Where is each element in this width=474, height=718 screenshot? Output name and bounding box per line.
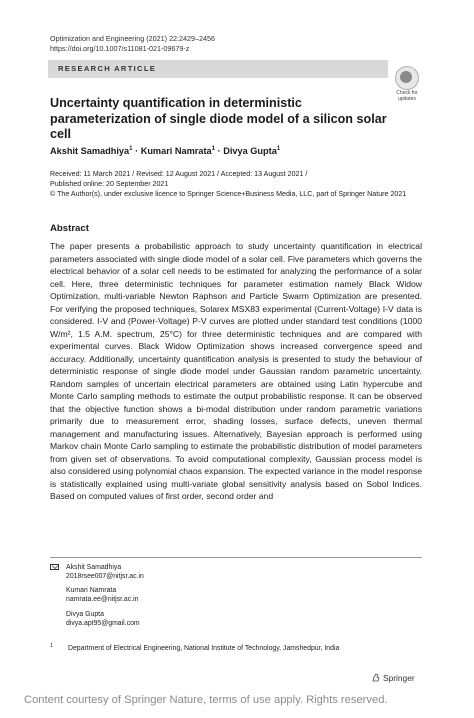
publisher-logo — [372, 673, 415, 683]
footnote-divider — [50, 557, 422, 558]
contact-entry — [66, 586, 139, 604]
affiliation-sup: 1 — [50, 643, 54, 649]
author-affil-sup: 1 — [129, 146, 133, 152]
author-name[interactable]: Divya Gupta — [223, 146, 277, 157]
doi-link[interactable]: https://doi.org/10.1007/s11081-021-09679-z — [50, 44, 190, 53]
author-affil-sup: 1 — [211, 146, 216, 152]
springer-horse-icon — [372, 673, 380, 682]
contact-email[interactable]: divya.apt95@gmail.com — [66, 620, 140, 627]
article-title — [50, 96, 410, 143]
author-separator: · — [217, 146, 224, 157]
contact-email[interactable]: namrata.ee@nitjsr.ac.in — [66, 596, 139, 603]
article-type-label: RESEARCH ARTICLE — [58, 64, 157, 73]
author-name[interactable]: Akshit Samadhiya — [50, 146, 130, 157]
dates-line: Published online: 20 September 2021 — [50, 180, 169, 189]
title-line-1: Uncertainty quantification in deterministic — [50, 96, 302, 110]
publication-dates — [50, 169, 440, 200]
dates-line: Received: 11 March 2021 / Revised: 12 August 2021 / Accepted: 13 August 2021 / — [50, 170, 308, 178]
contact-name: Kumari Namrata — [66, 587, 117, 594]
abstract-text: The paper presents a probabilistic approach to study uncertainty quantification in electrical parameters associated with single diode model of a solar cell. Five parameters which governs the electrical behavior of a solar cell needs to be estimated for analyzing the performance of a solar cell. Here, three deterministic techniques for parameter estimation namely Black Widow Optimization, multi-variable Newton Raphson and Particle Swarm Optimization are presented. For verifying the proposed techniques, Solarex MSX83 experimental (Current-Voltage) I-V data is considered. I-V and (Power-Voltage) P-V curves are plotted under standard test conditions (1000 W/m², 1.5 A.M. spectrum, 25°C) for three deterministic techniques and are compared with experimental curves. Black Widow Optimization shows increased convergence speed and accuracy. Additionally, uncertainty quantification analysis is presented to study the behaviour of deterministic response of single diode model under Gaussian random parametric uncertainty. Random samples of uncertain electrical parameters are obtained using Latin hypercube and Monte Carlo sampling methods to estimate the output probabilistic response. It can be observed that the objective function shows a bi-modal distribution under random parametric variations primarily due to measurement error, shading losses, surface defects, uneven thermal management and manufacturing issues. Alternatively, Bayesian approach is performed using Markov chain Monte Carlo sampling to estimate the probabilistic distribution of model parameters from given set of observations. To avoid computational complexity, Gaussian process model is also considered using polynomial chaos expansion. The expected variance in the model response is statistically explained using multi-variate global sensitivity analysis based on Sobol Indices. Based on computed values of first order, second order and — [50, 241, 422, 501]
publisher-name: Springer — [383, 673, 415, 683]
author-separator: · — [135, 146, 141, 157]
contact-entry — [66, 563, 144, 581]
envelope-icon — [50, 564, 59, 570]
author-list — [50, 146, 280, 156]
check-for-updates-label: Check for updates — [396, 90, 418, 102]
abstract-heading: Abstract — [50, 223, 89, 234]
contact-name: Divya Gupta — [66, 611, 104, 618]
title-line-2: parameterization of single diode model of a silicon solar cell — [50, 111, 387, 142]
author-affil-sup: 1 — [276, 146, 281, 152]
affiliation-text: Department of Electrical Engineering, National Institute of Technology, Jamshedpur, India — [68, 645, 340, 652]
copyright-line: © The Author(s), under exclusive licence to Springer Science+Business Media, LLC, part of Springer Nature 2021 — [50, 190, 407, 199]
contact-email[interactable]: 2018rsee007@nitjsr.ac.in — [66, 573, 144, 580]
contact-name: Akshit Samadhiya — [66, 564, 122, 571]
courtesy-notice: Content courtesy of Springer Nature, terms of use apply. Rights reserved. — [24, 694, 388, 706]
journal-citation: Optimization and Engineering (2021) 22:2429–2456 — [50, 34, 216, 43]
check-for-updates-icon — [395, 66, 419, 90]
author-name[interactable]: Kumari Namrata — [140, 146, 212, 157]
contact-entry — [66, 610, 140, 628]
